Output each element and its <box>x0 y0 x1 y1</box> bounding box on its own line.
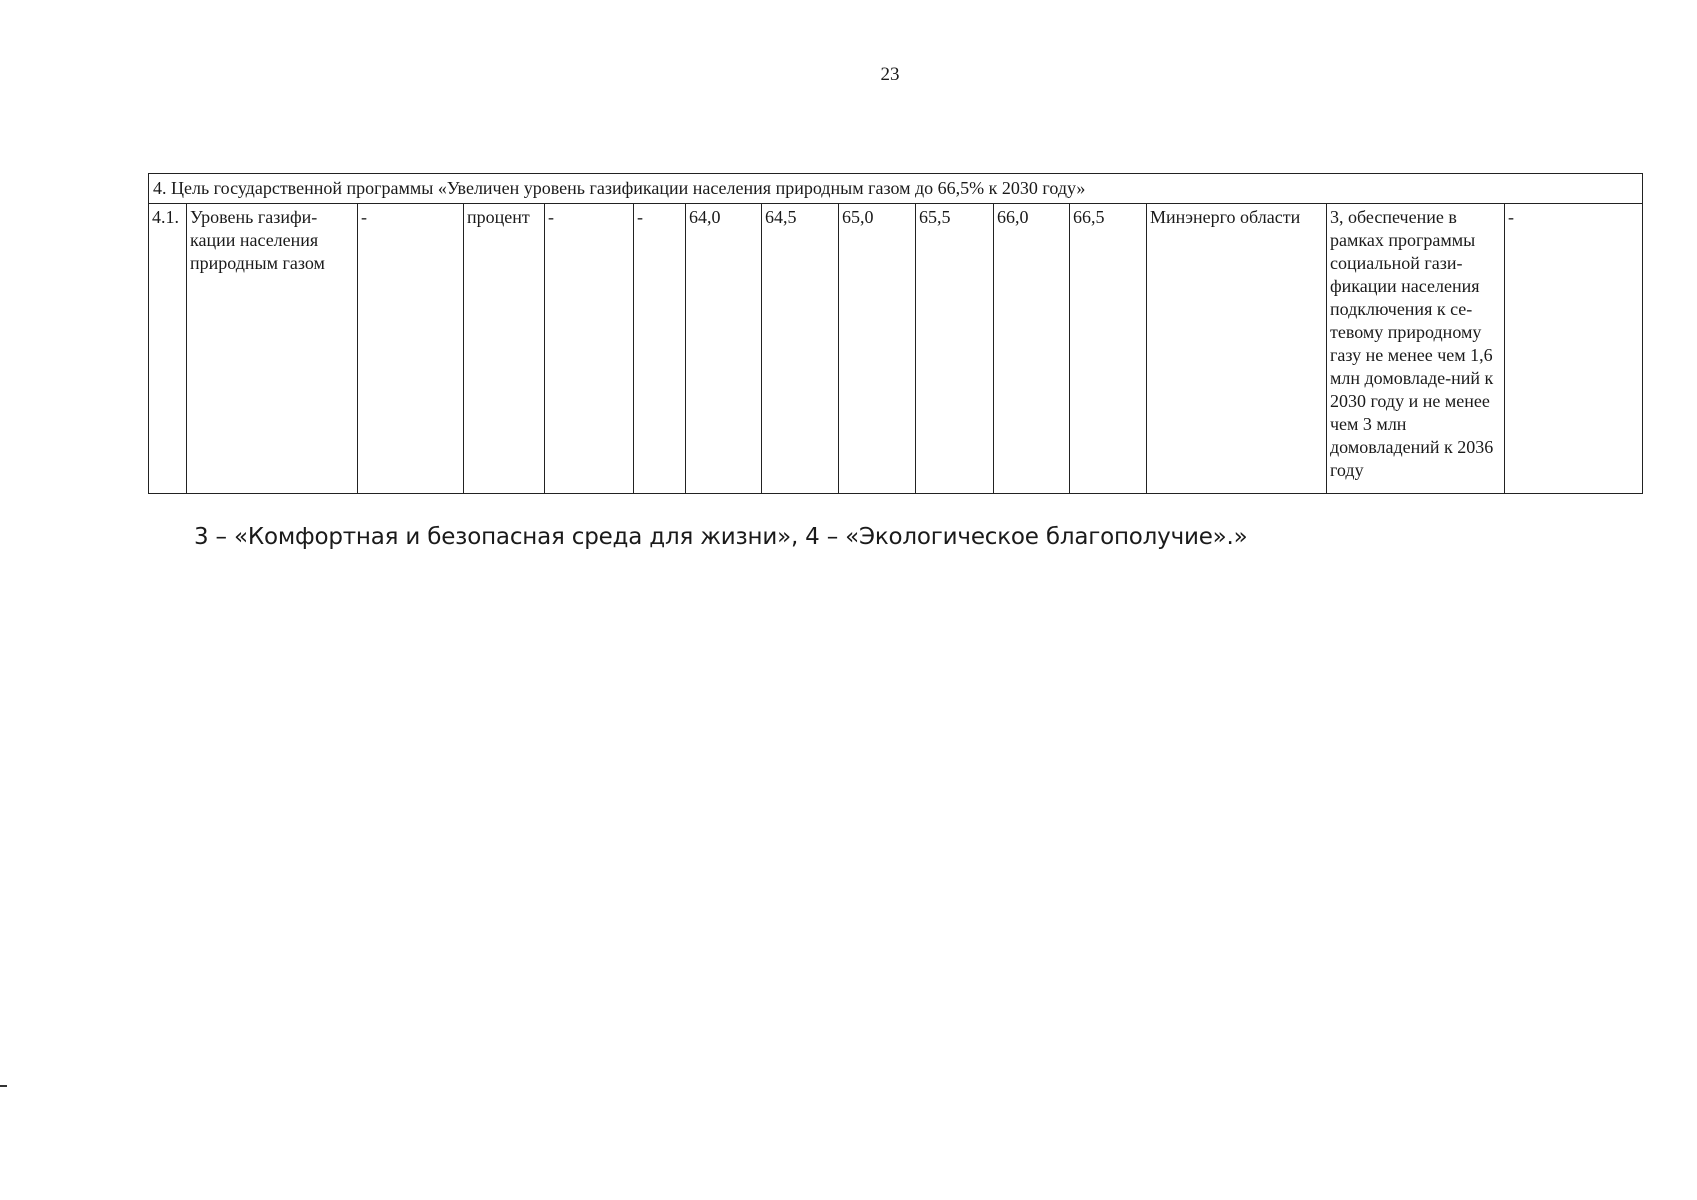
value-cell-4: 65,5 <box>916 204 994 494</box>
base-value-cell: - <box>545 204 634 494</box>
information-system-cell: - <box>1505 204 1643 494</box>
page-number: 23 <box>880 64 900 85</box>
table-row <box>149 204 1643 494</box>
value-cell-2: 64,5 <box>762 204 839 494</box>
footnote-text: 3 – «Комфортная и безопасная среда для жизни», 4 – «Экологическое благополучие».» <box>194 524 1248 550</box>
base-year-cell: - <box>634 204 686 494</box>
margin-dash-mark <box>0 1085 7 1087</box>
national-goal-link-cell: 3, обеспечение в рамках программы социальной гази-фикации населения подключения к се-тевому природному газу не менее чем 1,6 млн домовладе-ний к 2030 году и не менее чем 3 млн домовладений к 2036 году <box>1327 204 1505 494</box>
level-cell: - <box>358 204 464 494</box>
value-cell-1: 64,0 <box>686 204 762 494</box>
responsible-cell: Минэнерго области <box>1147 204 1327 494</box>
unit-cell: процент <box>464 204 545 494</box>
indicators-table-container <box>148 173 1642 494</box>
row-number-cell: 4.1. <box>149 204 187 494</box>
goal-cell: 4. Цель государственной программы «Увеличен уровень газификации населения природным газом до 66,5% к 2030 году» <box>149 174 1643 204</box>
value-cell-5: 66,0 <box>994 204 1070 494</box>
value-cell-6: 66,5 <box>1070 204 1147 494</box>
goal-row <box>149 174 1643 204</box>
indicator-name-cell: Уровень газифи-кации населения природным газом <box>187 204 358 494</box>
value-cell-3: 65,0 <box>839 204 916 494</box>
indicators-table <box>148 173 1643 494</box>
